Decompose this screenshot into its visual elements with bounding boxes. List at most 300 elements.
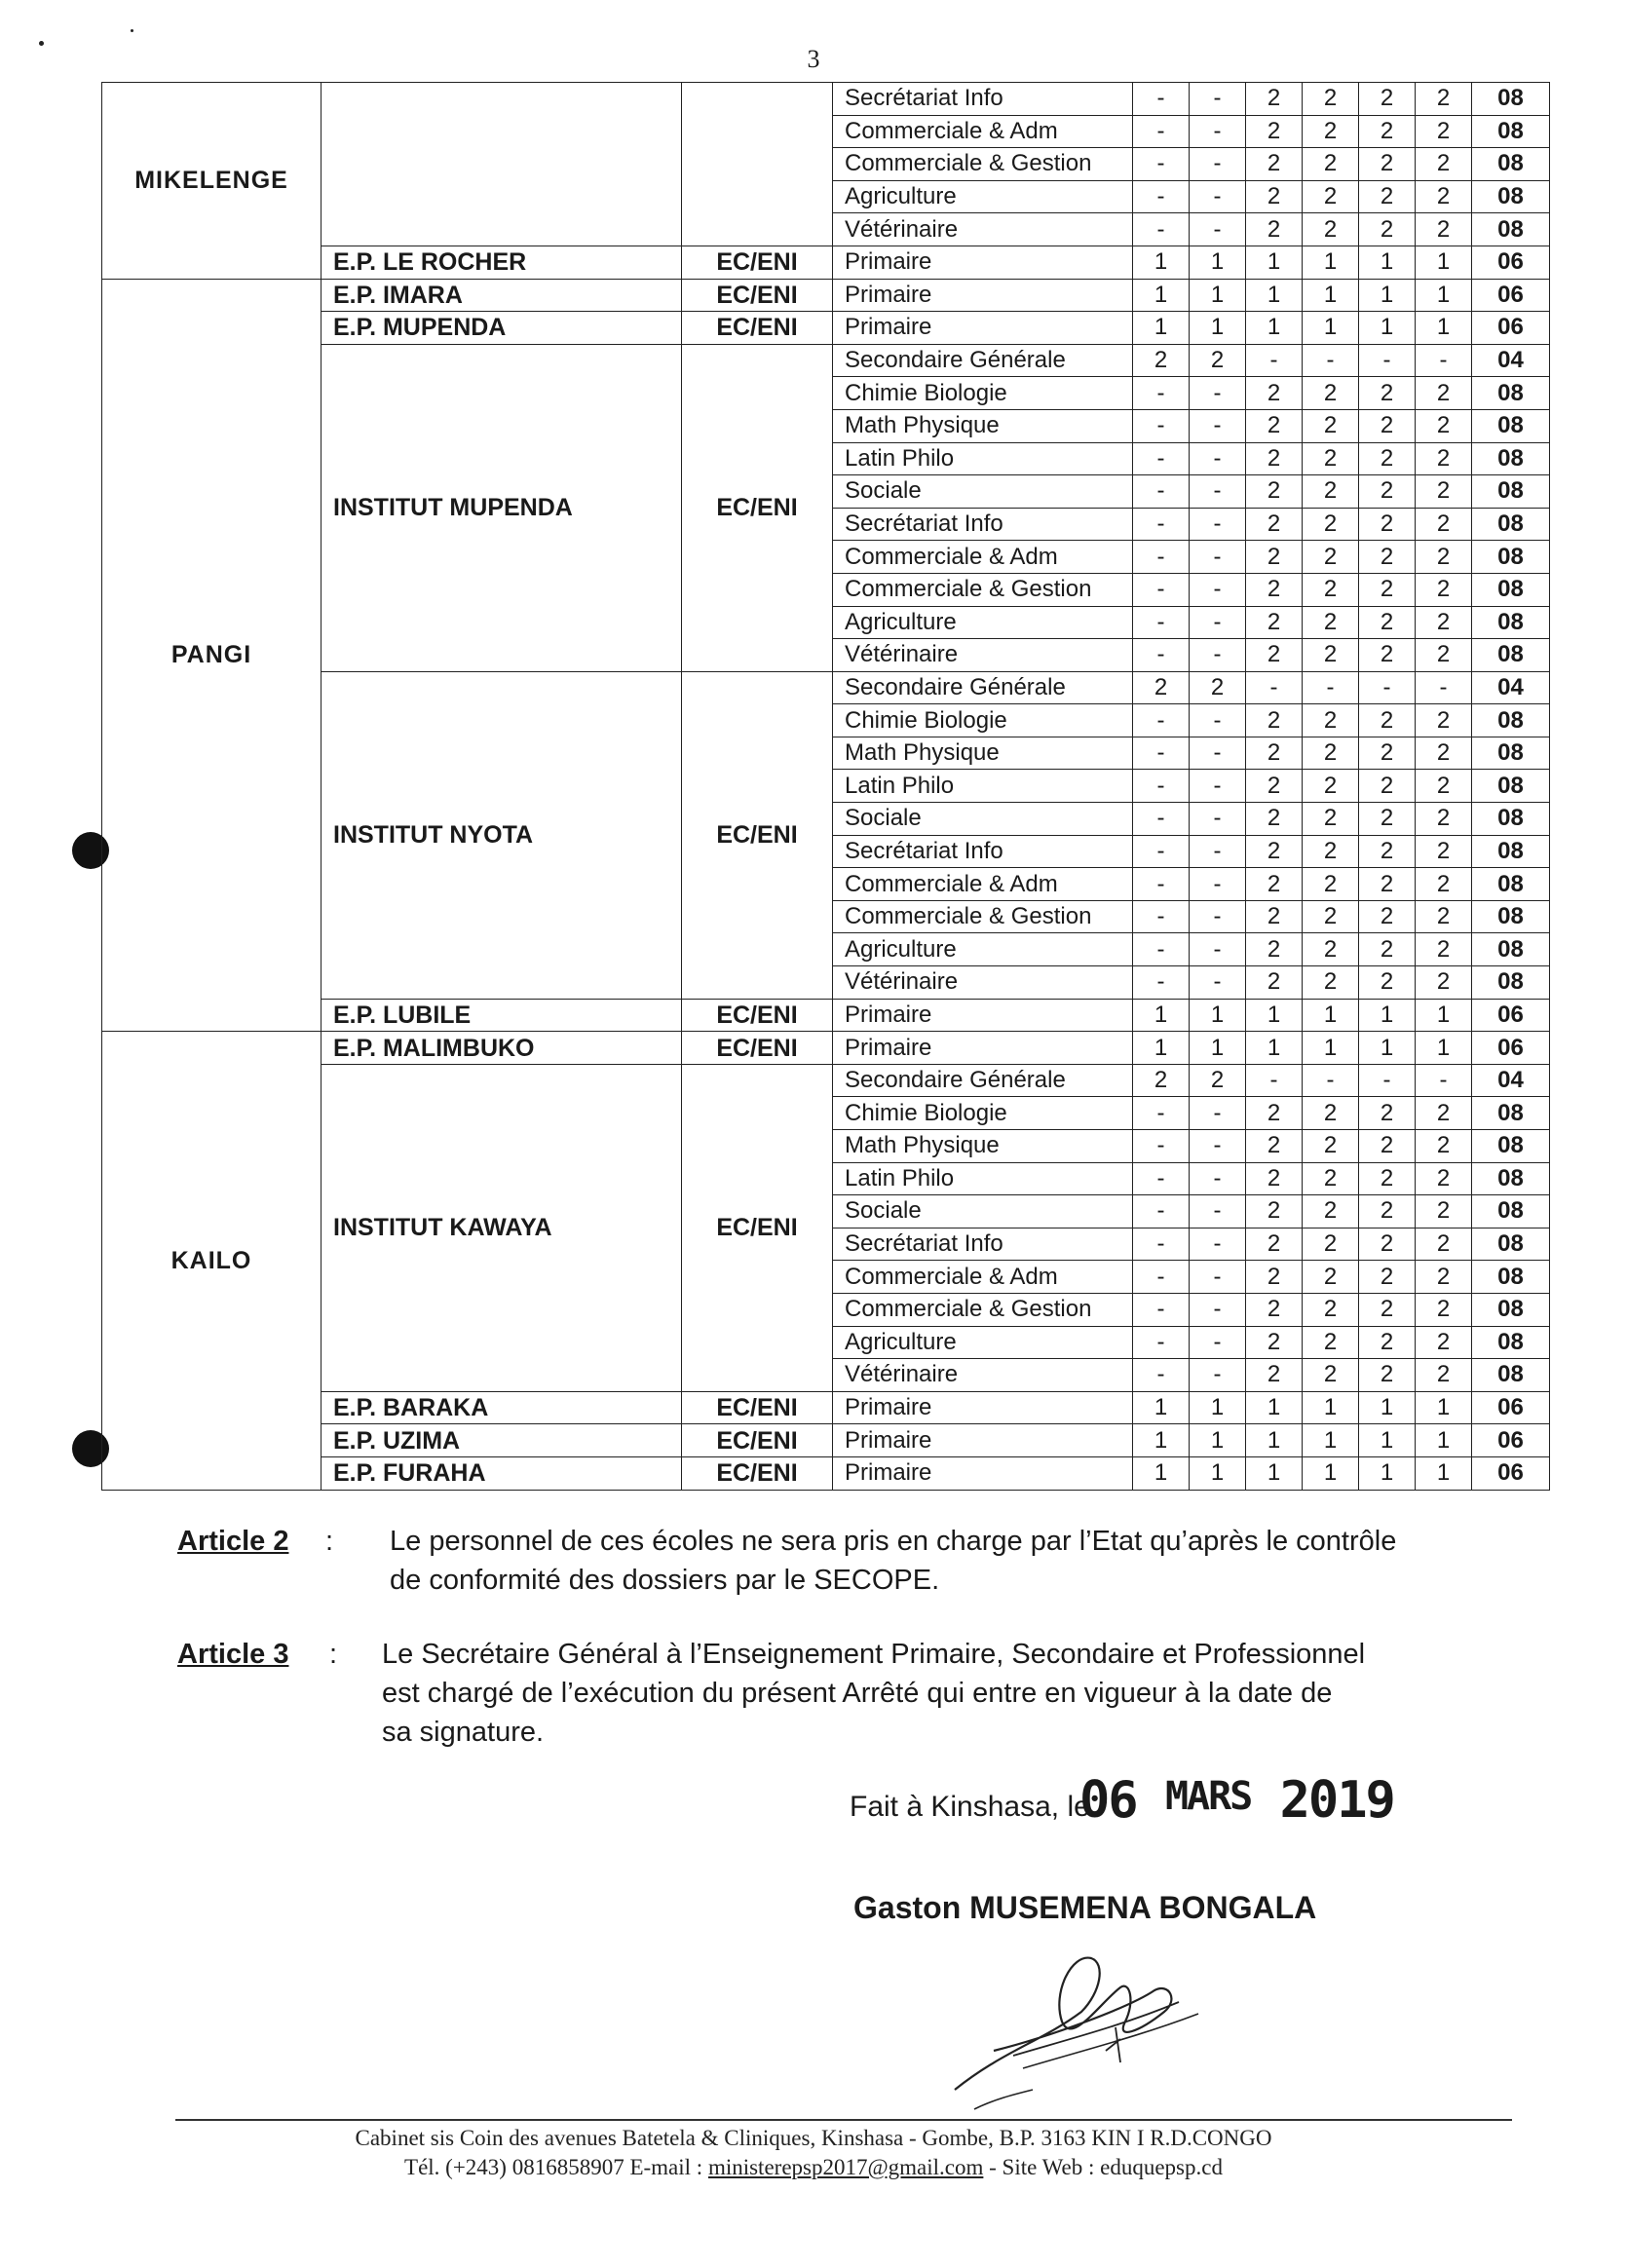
class-count-cell: 2 [1246, 377, 1303, 410]
class-count-cell: 1 [1359, 312, 1416, 345]
class-count-cell: - [1190, 737, 1246, 770]
class-count-cell: 2 [1416, 639, 1472, 672]
school-type-cell: EC/ENI [682, 279, 833, 312]
class-count-cell: 2 [1359, 213, 1416, 246]
class-count-cell: 1 [1416, 1456, 1472, 1490]
class-count-cell: 2 [1303, 1228, 1359, 1261]
class-count-cell: 2 [1246, 1359, 1303, 1392]
class-count-cell: - [1190, 835, 1246, 868]
class-count-cell: - [1190, 213, 1246, 246]
class-count-cell: 2 [1359, 377, 1416, 410]
class-count-cell: 1 [1416, 246, 1472, 279]
class-count-cell: 1 [1190, 1424, 1246, 1457]
class-count-cell: - [1416, 671, 1472, 704]
class-count-cell: 2 [1303, 639, 1359, 672]
class-count-cell: 1 [1246, 1032, 1303, 1065]
place-text: Fait à Kinshasa, le [850, 1791, 1090, 1823]
section-cell: Secondaire Générale [833, 671, 1133, 704]
class-count-cell: 2 [1303, 83, 1359, 116]
total-cell: 06 [1472, 279, 1550, 312]
class-count-cell: - [1133, 639, 1190, 672]
class-count-cell: 2 [1359, 83, 1416, 116]
class-count-cell: 2 [1303, 148, 1359, 181]
class-count-cell: 2 [1416, 868, 1472, 901]
class-count-cell: - [1133, 1359, 1190, 1392]
class-count-cell: - [1133, 180, 1190, 213]
class-count-cell: 2 [1303, 868, 1359, 901]
footer-address: Cabinet sis Coin des avenues Batetela & Cliniques, Kinshasa - Gombe, B.P. 3163 KIN I R.D.CONGO [355, 2126, 1272, 2150]
class-count-cell: 2 [1246, 573, 1303, 606]
footer-phone: Tél. (+243) 0816858907 E-mail : [404, 2155, 708, 2179]
school-name-cell: E.P. BARAKA [322, 1391, 682, 1424]
class-count-cell: - [1190, 900, 1246, 933]
class-count-cell: 2 [1190, 671, 1246, 704]
class-count-cell: - [1133, 835, 1190, 868]
class-count-cell: - [1303, 344, 1359, 377]
total-cell: 08 [1472, 409, 1550, 442]
class-count-cell: - [1190, 1261, 1246, 1294]
class-count-cell: 1 [1359, 1424, 1416, 1457]
class-count-cell: 2 [1246, 835, 1303, 868]
class-count-cell: 1 [1190, 1032, 1246, 1065]
section-cell: Commerciale & Gestion [833, 1293, 1133, 1326]
class-count-cell: 1 [1416, 1391, 1472, 1424]
class-count-cell: - [1190, 1293, 1246, 1326]
footer-contact [0, 2155, 1627, 2180]
class-count-cell: - [1133, 737, 1190, 770]
class-count-cell: 2 [1303, 1293, 1359, 1326]
class-count-cell: - [1133, 1228, 1190, 1261]
class-count-cell: 2 [1303, 377, 1359, 410]
class-count-cell: 1 [1246, 1456, 1303, 1490]
total-cell: 08 [1472, 770, 1550, 803]
school-type-cell: EC/ENI [682, 671, 833, 999]
page-number: 3 [807, 45, 820, 73]
class-count-cell: 2 [1359, 606, 1416, 639]
total-cell: 08 [1472, 1261, 1550, 1294]
class-count-cell: 2 [1416, 475, 1472, 509]
class-count-cell: 2 [1416, 1195, 1472, 1228]
class-count-cell: 2 [1246, 1097, 1303, 1130]
class-count-cell: 2 [1246, 606, 1303, 639]
section-cell: Secrétariat Info [833, 83, 1133, 116]
class-count-cell: 1 [1303, 312, 1359, 345]
class-count-cell: 1 [1133, 1032, 1190, 1065]
class-count-cell: 2 [1416, 573, 1472, 606]
total-cell: 08 [1472, 148, 1550, 181]
class-count-cell: 1 [1190, 279, 1246, 312]
class-count-cell: 2 [1359, 1228, 1416, 1261]
school-allocation-table [101, 82, 1550, 1491]
class-count-cell: - [1303, 1064, 1359, 1097]
class-count-cell: - [1359, 344, 1416, 377]
class-count-cell: 1 [1416, 312, 1472, 345]
class-count-cell: - [1190, 1326, 1246, 1359]
section-cell: Sociale [833, 803, 1133, 836]
class-count-cell: 2 [1303, 835, 1359, 868]
class-count-cell: 2 [1246, 900, 1303, 933]
class-count-cell: 2 [1246, 475, 1303, 509]
class-count-cell: 2 [1416, 148, 1472, 181]
total-cell: 06 [1472, 999, 1550, 1032]
article-line: de conformité des dossiers par le SECOPE. [390, 1565, 940, 1596]
section-cell: Math Physique [833, 409, 1133, 442]
class-count-cell: 2 [1190, 344, 1246, 377]
class-count-cell: 2 [1303, 180, 1359, 213]
class-count-cell: - [1133, 1195, 1190, 1228]
class-count-cell: 2 [1416, 83, 1472, 116]
class-count-cell: - [1133, 213, 1190, 246]
class-count-cell: 2 [1416, 1326, 1472, 1359]
class-count-cell: 2 [1416, 1097, 1472, 1130]
class-count-cell: 2 [1246, 737, 1303, 770]
class-count-cell: 2 [1246, 180, 1303, 213]
section-cell: Primaire [833, 999, 1133, 1032]
section-cell: Agriculture [833, 180, 1133, 213]
class-count-cell: 2 [1359, 148, 1416, 181]
class-count-cell: - [1133, 770, 1190, 803]
class-count-cell: 2 [1416, 900, 1472, 933]
class-count-cell: 1 [1359, 1456, 1416, 1490]
class-count-cell: - [1190, 475, 1246, 509]
article-colon: : [325, 1526, 334, 1557]
article-colon: : [329, 1639, 338, 1670]
section-cell: Vétérinaire [833, 213, 1133, 246]
class-count-cell: 2 [1359, 835, 1416, 868]
class-count-cell: 2 [1303, 900, 1359, 933]
class-count-cell: 2 [1359, 180, 1416, 213]
class-count-cell: 2 [1416, 442, 1472, 475]
class-count-cell: 1 [1359, 999, 1416, 1032]
total-cell: 08 [1472, 1097, 1550, 1130]
signer-name: Gaston MUSEMENA BONGALA [853, 1890, 1317, 1925]
total-cell: 08 [1472, 639, 1550, 672]
total-cell: 08 [1472, 737, 1550, 770]
class-count-cell: 2 [1246, 409, 1303, 442]
total-cell: 08 [1472, 704, 1550, 737]
date-year: 2019 [1279, 1771, 1394, 1830]
school-name-cell: E.P. LUBILE [322, 999, 682, 1032]
class-count-cell: 1 [1133, 1424, 1190, 1457]
total-cell: 06 [1472, 1424, 1550, 1457]
class-count-cell: 1 [1303, 999, 1359, 1032]
class-count-cell: 2 [1303, 1326, 1359, 1359]
class-count-cell: 2 [1303, 1359, 1359, 1392]
school-type-cell: EC/ENI [682, 999, 833, 1032]
class-count-cell: 2 [1416, 803, 1472, 836]
class-count-cell: - [1190, 573, 1246, 606]
class-count-cell: 2 [1416, 377, 1472, 410]
class-count-cell: - [1246, 671, 1303, 704]
class-count-cell: 1 [1303, 1424, 1359, 1457]
class-count-cell: 1 [1133, 246, 1190, 279]
class-count-cell: 2 [1359, 573, 1416, 606]
class-count-cell: 2 [1359, 868, 1416, 901]
total-cell: 08 [1472, 933, 1550, 966]
section-cell: Chimie Biologie [833, 704, 1133, 737]
school-type-cell: EC/ENI [682, 1391, 833, 1424]
class-count-cell: 1 [1190, 246, 1246, 279]
class-count-cell: 1 [1303, 279, 1359, 312]
class-count-cell: 2 [1416, 541, 1472, 574]
section-cell: Secrétariat Info [833, 1228, 1133, 1261]
class-count-cell: 2 [1359, 1162, 1416, 1195]
class-count-cell: 2 [1246, 933, 1303, 966]
section-cell: Commerciale & Gestion [833, 573, 1133, 606]
class-count-cell: 2 [1416, 966, 1472, 1000]
total-cell: 08 [1472, 1293, 1550, 1326]
school-name-cell: INSTITUT NYOTA [322, 671, 682, 999]
class-count-cell: 2 [1359, 1293, 1416, 1326]
total-cell: 08 [1472, 213, 1550, 246]
class-count-cell: - [1133, 1130, 1190, 1163]
class-count-cell: 1 [1416, 1032, 1472, 1065]
section-cell: Vétérinaire [833, 1359, 1133, 1392]
class-count-cell: 2 [1359, 770, 1416, 803]
class-count-cell: - [1359, 1064, 1416, 1097]
class-count-cell: 1 [1246, 1391, 1303, 1424]
class-count-cell: - [1133, 475, 1190, 509]
class-count-cell: 2 [1359, 737, 1416, 770]
class-count-cell: - [1190, 442, 1246, 475]
class-count-cell: 2 [1246, 1195, 1303, 1228]
class-count-cell: 2 [1416, 115, 1472, 148]
school-type-cell [682, 83, 833, 246]
class-count-cell: 2 [1416, 1162, 1472, 1195]
total-cell: 08 [1472, 573, 1550, 606]
school-type-cell: EC/ENI [682, 1064, 833, 1391]
table-body [102, 83, 1550, 1491]
class-count-cell: - [1190, 148, 1246, 181]
total-cell: 06 [1472, 246, 1550, 279]
class-count-cell: 2 [1246, 442, 1303, 475]
class-count-cell: 2 [1133, 1064, 1190, 1097]
class-count-cell: 1 [1246, 246, 1303, 279]
class-count-cell: 2 [1246, 115, 1303, 148]
class-count-cell: 2 [1416, 835, 1472, 868]
class-count-cell: 2 [1303, 1162, 1359, 1195]
class-count-cell: - [1133, 148, 1190, 181]
class-count-cell: 2 [1303, 508, 1359, 541]
class-count-cell: - [1133, 573, 1190, 606]
class-count-cell: 2 [1246, 1293, 1303, 1326]
class-count-cell: 2 [1246, 83, 1303, 116]
article-line: Le personnel de ces écoles ne sera pris en charge par l’Etat qu’après le contrôle [390, 1526, 1397, 1557]
total-cell: 06 [1472, 312, 1550, 345]
class-count-cell: - [1190, 508, 1246, 541]
section-cell: Primaire [833, 1424, 1133, 1457]
class-count-cell: 2 [1303, 573, 1359, 606]
class-count-cell: 2 [1359, 442, 1416, 475]
article-line: sa signature. [382, 1717, 545, 1748]
class-count-cell: - [1190, 409, 1246, 442]
class-count-cell: - [1133, 83, 1190, 116]
school-name-cell: E.P. MUPENDA [322, 312, 682, 345]
table-row [102, 83, 1550, 116]
class-count-cell: 2 [1133, 344, 1190, 377]
article-label: Article 3 [177, 1639, 289, 1670]
total-cell: 08 [1472, 1195, 1550, 1228]
total-cell: 04 [1472, 344, 1550, 377]
section-cell: Primaire [833, 1391, 1133, 1424]
class-count-cell: 2 [1359, 409, 1416, 442]
class-count-cell: - [1190, 1162, 1246, 1195]
section-cell: Primaire [833, 1456, 1133, 1490]
total-cell: 08 [1472, 377, 1550, 410]
class-count-cell: 1 [1133, 279, 1190, 312]
section-cell: Agriculture [833, 1326, 1133, 1359]
total-cell: 08 [1472, 868, 1550, 901]
class-count-cell: 1 [1133, 312, 1190, 345]
class-count-cell: 2 [1303, 803, 1359, 836]
class-count-cell: - [1133, 377, 1190, 410]
class-count-cell: - [1190, 966, 1246, 1000]
class-count-cell: - [1190, 606, 1246, 639]
section-cell: Latin Philo [833, 770, 1133, 803]
class-count-cell: 2 [1303, 933, 1359, 966]
section-cell: Math Physique [833, 737, 1133, 770]
class-count-cell: 1 [1416, 279, 1472, 312]
school-type-cell: EC/ENI [682, 344, 833, 671]
table-row [102, 279, 1550, 312]
total-cell: 04 [1472, 671, 1550, 704]
total-cell: 06 [1472, 1391, 1550, 1424]
class-count-cell: 2 [1359, 508, 1416, 541]
class-count-cell: 2 [1359, 541, 1416, 574]
group-name-cell: KAILO [102, 1032, 322, 1490]
class-count-cell: 1 [1246, 1424, 1303, 1457]
total-cell: 08 [1472, 803, 1550, 836]
school-type-cell: EC/ENI [682, 1456, 833, 1490]
class-count-cell: 2 [1416, 508, 1472, 541]
class-count-cell: 1 [1133, 1391, 1190, 1424]
class-count-cell: 1 [1190, 312, 1246, 345]
class-count-cell: - [1133, 1261, 1190, 1294]
class-count-cell: 2 [1303, 737, 1359, 770]
total-cell: 08 [1472, 115, 1550, 148]
class-count-cell: 2 [1359, 966, 1416, 1000]
section-cell: Math Physique [833, 1130, 1133, 1163]
class-count-cell: 2 [1416, 1261, 1472, 1294]
class-count-cell: - [1133, 1293, 1190, 1326]
class-count-cell: 1 [1190, 1391, 1246, 1424]
section-cell: Primaire [833, 312, 1133, 345]
school-type-cell: EC/ENI [682, 1424, 833, 1457]
total-cell: 06 [1472, 1456, 1550, 1490]
class-count-cell: - [1133, 868, 1190, 901]
section-cell: Agriculture [833, 606, 1133, 639]
section-cell: Latin Philo [833, 1162, 1133, 1195]
section-cell: Primaire [833, 246, 1133, 279]
article-text [390, 1522, 1396, 1600]
total-cell: 04 [1472, 1064, 1550, 1097]
total-cell: 06 [1472, 1032, 1550, 1065]
class-count-cell: 2 [1246, 1326, 1303, 1359]
class-count-cell: 2 [1303, 770, 1359, 803]
class-count-cell: 2 [1416, 1130, 1472, 1163]
section-cell: Sociale [833, 475, 1133, 509]
class-count-cell: 2 [1359, 1359, 1416, 1392]
school-name-cell: E.P. LE ROCHER [322, 246, 682, 279]
section-cell: Secondaire Générale [833, 344, 1133, 377]
class-count-cell: 2 [1416, 704, 1472, 737]
class-count-cell: 2 [1416, 1359, 1472, 1392]
class-count-cell: 2 [1246, 541, 1303, 574]
class-count-cell: 2 [1133, 671, 1190, 704]
total-cell: 08 [1472, 508, 1550, 541]
school-name-cell: E.P. MALIMBUKO [322, 1032, 682, 1065]
class-count-cell: 1 [1303, 1391, 1359, 1424]
group-name-cell: MIKELENGE [102, 83, 322, 280]
section-cell: Agriculture [833, 933, 1133, 966]
class-count-cell: - [1133, 933, 1190, 966]
class-count-cell: 2 [1246, 1130, 1303, 1163]
class-count-cell: - [1133, 803, 1190, 836]
section-cell: Commerciale & Adm [833, 1261, 1133, 1294]
class-count-cell: 1 [1303, 1456, 1359, 1490]
class-count-cell: 1 [1246, 279, 1303, 312]
class-count-cell: 1 [1246, 999, 1303, 1032]
article-label: Article 2 [177, 1526, 289, 1557]
table-row [102, 1032, 1550, 1065]
school-name-cell: E.P. FURAHA [322, 1456, 682, 1490]
class-count-cell: 2 [1416, 770, 1472, 803]
class-count-cell: 2 [1303, 606, 1359, 639]
school-type-cell: EC/ENI [682, 312, 833, 345]
class-count-cell: 2 [1416, 180, 1472, 213]
total-cell: 08 [1472, 475, 1550, 509]
class-count-cell: 2 [1359, 1097, 1416, 1130]
class-count-cell: 2 [1359, 475, 1416, 509]
group-name-cell: PANGI [102, 279, 322, 1032]
class-count-cell: 1 [1416, 1424, 1472, 1457]
section-cell: Secrétariat Info [833, 835, 1133, 868]
date-stamp [1079, 1771, 1394, 1830]
class-count-cell: 2 [1359, 803, 1416, 836]
class-count-cell: - [1133, 508, 1190, 541]
section-cell: Vétérinaire [833, 639, 1133, 672]
class-count-cell: 2 [1303, 409, 1359, 442]
class-count-cell: - [1133, 900, 1190, 933]
class-count-cell: 1 [1133, 999, 1190, 1032]
class-count-cell: - [1190, 180, 1246, 213]
total-cell: 08 [1472, 180, 1550, 213]
class-count-cell: - [1359, 671, 1416, 704]
footer-email[interactable]: ministerepsp2017@gmail.com [707, 2155, 984, 2179]
class-count-cell: 2 [1246, 770, 1303, 803]
section-cell: Commerciale & Adm [833, 868, 1133, 901]
class-count-cell: - [1246, 1064, 1303, 1097]
class-count-cell: 1 [1303, 246, 1359, 279]
class-count-cell: 2 [1303, 213, 1359, 246]
class-count-cell: - [1190, 1130, 1246, 1163]
school-type-cell: EC/ENI [682, 246, 833, 279]
date-day: 06 [1079, 1771, 1137, 1830]
class-count-cell: 1 [1416, 999, 1472, 1032]
class-count-cell: 2 [1303, 1097, 1359, 1130]
class-count-cell: 2 [1246, 508, 1303, 541]
class-count-cell: - [1190, 704, 1246, 737]
section-cell: Primaire [833, 1032, 1133, 1065]
class-count-cell: 2 [1359, 115, 1416, 148]
class-count-cell: 2 [1246, 639, 1303, 672]
section-cell: Chimie Biologie [833, 377, 1133, 410]
class-count-cell: 2 [1246, 868, 1303, 901]
class-count-cell: 2 [1416, 1293, 1472, 1326]
school-name-cell: INSTITUT MUPENDA [322, 344, 682, 671]
school-name-cell: INSTITUT KAWAYA [322, 1064, 682, 1391]
class-count-cell: 2 [1246, 1162, 1303, 1195]
